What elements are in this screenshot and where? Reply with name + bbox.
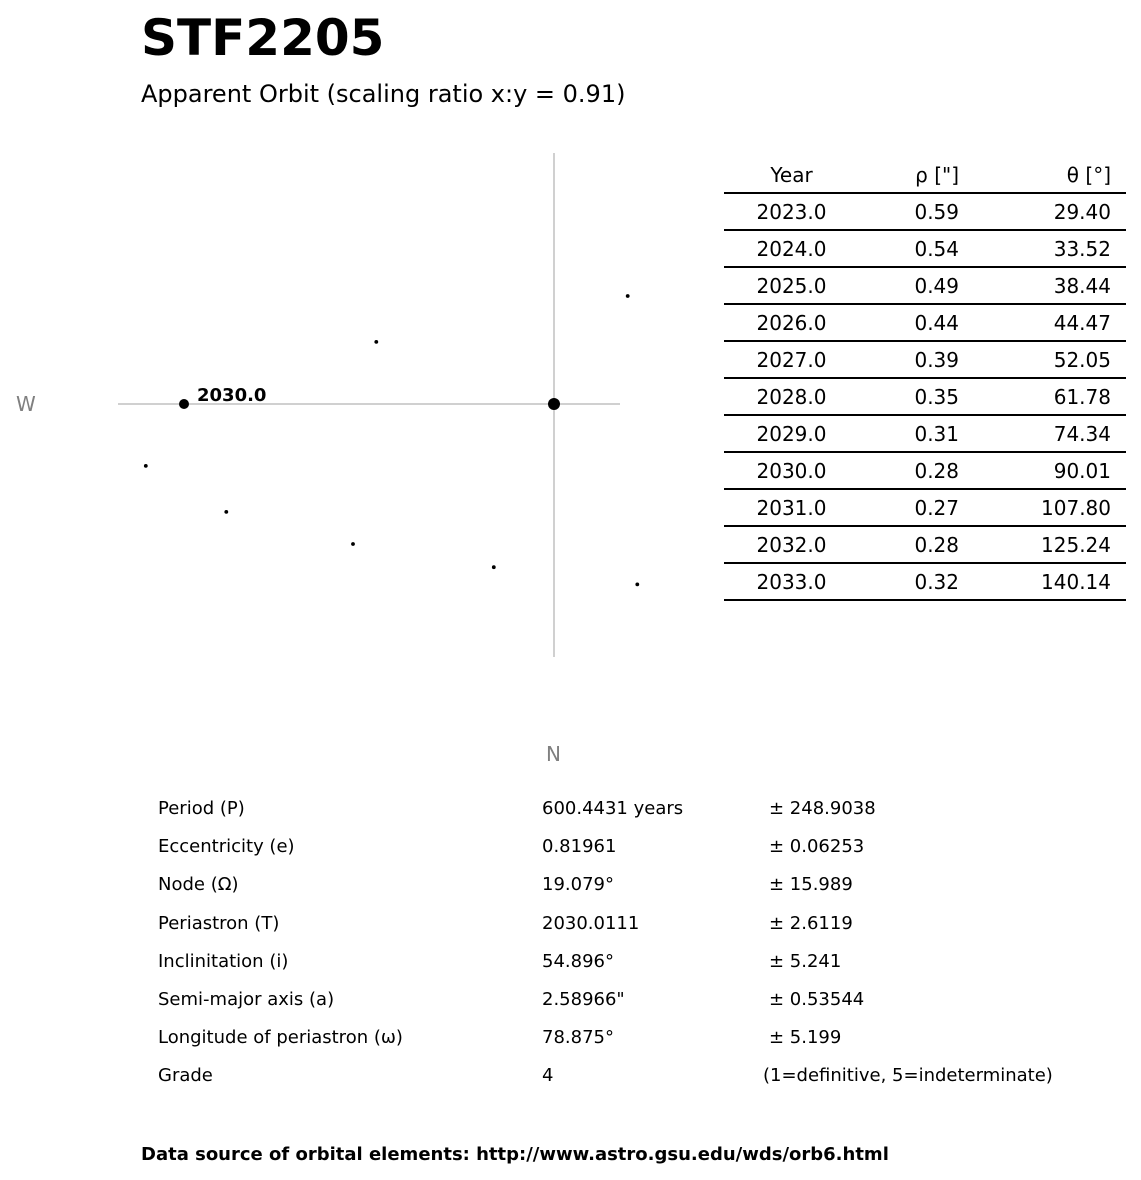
rho-cell: 0.44 [859, 304, 959, 341]
table-row [724, 267, 1126, 304]
primary-star [548, 398, 560, 410]
north-label: N [546, 742, 561, 766]
element-value: 0.81961 [542, 836, 617, 858]
theta-cell: 61.78 [959, 378, 1126, 415]
table-row [724, 526, 1126, 563]
year-cell: 2029.0 [724, 415, 859, 452]
year-cell: 2030.0 [724, 452, 859, 489]
element-value: 2.58966" [542, 988, 625, 1010]
theta-cell: 90.01 [959, 452, 1126, 489]
table-row [724, 415, 1126, 452]
table-row [724, 378, 1126, 415]
orbit-point [351, 542, 355, 546]
element-name: Periastron (T) [158, 912, 280, 934]
ephemeris-table [724, 157, 1126, 601]
rho-cell: 0.39 [859, 341, 959, 378]
element-error: ± 5.199 [769, 1027, 842, 1049]
chart-subtitle: Apparent Orbit (scaling ratio x:y = 0.91) [141, 80, 626, 108]
element-name: Semi-major axis (a) [158, 988, 335, 1010]
header-theta: θ [°] [959, 157, 1126, 193]
element-error: (1=definitive, 5=indeterminate) [763, 1065, 1053, 1087]
element-error: ± 15.989 [769, 874, 853, 896]
table-row [724, 341, 1126, 378]
rho-cell: 0.35 [859, 378, 959, 415]
element-value: 19.079° [542, 874, 614, 896]
theta-cell: 140.14 [959, 563, 1126, 600]
orbit-point [635, 583, 639, 587]
table-row [724, 489, 1126, 526]
theta-cell: 125.24 [959, 526, 1126, 563]
rho-cell: 0.32 [859, 563, 959, 600]
rho-cell: 0.54 [859, 230, 959, 267]
orbit-point [374, 340, 378, 344]
year-cell: 2026.0 [724, 304, 859, 341]
table-row [724, 304, 1126, 341]
year-cell: 2023.0 [724, 193, 859, 230]
west-label: W [16, 392, 36, 416]
header-year: Year [724, 157, 859, 193]
element-name: Eccentricity (e) [158, 836, 295, 858]
epoch-marker [179, 399, 189, 409]
theta-cell: 52.05 [959, 341, 1126, 378]
element-error: ± 0.53544 [769, 988, 865, 1010]
rho-cell: 0.31 [859, 415, 959, 452]
element-error: ± 2.6119 [769, 912, 853, 934]
element-value: 600.4431 years [542, 798, 684, 819]
element-name: Grade [158, 1065, 213, 1087]
orbit-plot [0, 0, 700, 780]
element-name: Inclinitation (i) [158, 950, 289, 972]
header-rho: ρ ["] [859, 157, 959, 193]
year-cell: 2025.0 [724, 267, 859, 304]
element-name: Longitude of periastron (ω) [158, 1027, 403, 1049]
element-error: ± 0.06253 [769, 836, 865, 858]
theta-cell: 107.80 [959, 489, 1126, 526]
year-cell: 2024.0 [724, 230, 859, 267]
element-name: Node (Ω) [158, 874, 239, 896]
year-cell: 2031.0 [724, 489, 859, 526]
table-row [724, 452, 1126, 489]
rho-cell: 0.27 [859, 489, 959, 526]
element-value: 78.875° [542, 1027, 614, 1049]
orbit-point [626, 294, 630, 298]
rho-cell: 0.28 [859, 526, 959, 563]
element-value: 54.896° [542, 950, 614, 972]
ephemeris-header-row [724, 157, 1126, 193]
element-error: ± 5.241 [769, 950, 842, 972]
rho-cell: 0.59 [859, 193, 959, 230]
rho-cell: 0.49 [859, 267, 959, 304]
orbit-point [144, 464, 148, 468]
theta-cell: 38.44 [959, 267, 1126, 304]
element-error: ± 248.9038 [769, 798, 876, 819]
theta-cell: 74.34 [959, 415, 1126, 452]
element-name: Period (P) [158, 798, 245, 819]
theta-cell: 29.40 [959, 193, 1126, 230]
year-cell: 2032.0 [724, 526, 859, 563]
rho-cell: 0.28 [859, 452, 959, 489]
epoch-label: 2030.0 [197, 385, 267, 406]
orbit-point [224, 510, 228, 514]
orbit-point [492, 565, 496, 569]
chart-title: STF2205 [141, 9, 385, 67]
year-cell: 2028.0 [724, 378, 859, 415]
element-value: 4 [542, 1065, 554, 1087]
table-row [724, 193, 1126, 230]
table-row [724, 563, 1126, 600]
theta-cell: 44.47 [959, 304, 1126, 341]
year-cell: 2033.0 [724, 563, 859, 600]
theta-cell: 33.52 [959, 230, 1126, 267]
element-value: 2030.0111 [542, 912, 640, 934]
data-source-note: Data source of orbital elements: http://www.astro.gsu.edu/wds/orb6.html [141, 1144, 889, 1165]
year-cell: 2027.0 [724, 341, 859, 378]
table-row [724, 230, 1126, 267]
